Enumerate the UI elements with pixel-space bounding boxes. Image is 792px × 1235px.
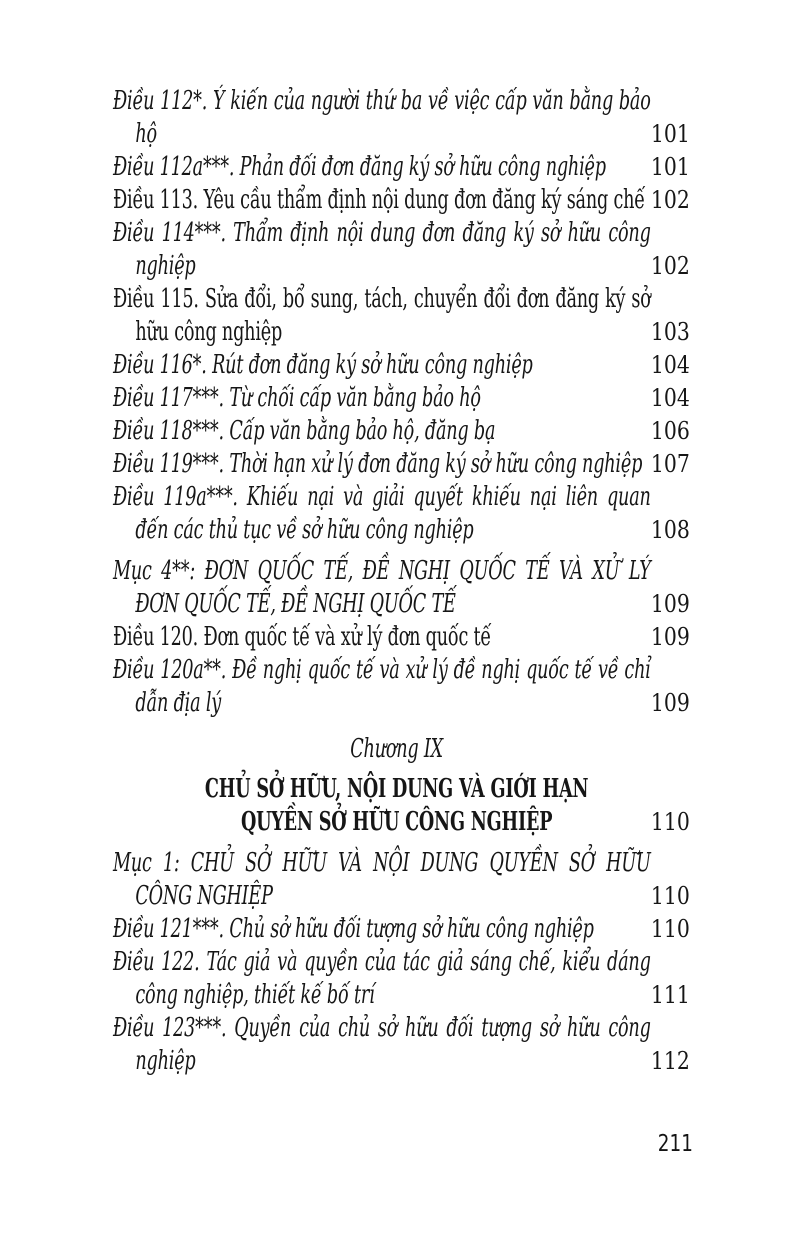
toc-chapter-label — [113, 733, 690, 766]
toc-entry-text: Điều 120. Đơn quốc tế và xử lý đơn quốc tế — [113, 622, 492, 652]
toc-entry-page-number: 102 — [651, 252, 690, 280]
toc-entry-text: Điều 122. Tác giả và quyền của tác giả sáng chế, kiểu dáng công nghiệp, thiết kế bố trí — [113, 947, 651, 1010]
toc-entry-text: Điều 123***. Quyền của chủ sở hữu đối tượng sở hữu công nghiệp — [113, 1013, 651, 1076]
toc-entry — [113, 481, 690, 547]
page-folio: 211 — [657, 1131, 693, 1157]
toc-entry-text: Điều 115. Sửa đổi, bổ sung, tách, chuyển đổi đơn đăng ký sở hữu công nghiệp — [113, 284, 651, 347]
toc-entry — [113, 415, 690, 448]
toc-entry-text: Mục 1: CHỦ SỞ HỮU VÀ NỘI DUNG QUYỀN SỞ HỮU CÔNG NGHIỆP — [113, 848, 651, 911]
toc-entry — [113, 217, 690, 283]
toc-entry — [113, 946, 690, 1012]
toc-entry-page-number: 101 — [651, 153, 690, 181]
toc-entry-text: Điều 121***. Chủ sở hữu đối tượng sở hữu công nghiệp — [113, 914, 594, 944]
toc-entry-page-number: 104 — [651, 384, 690, 412]
toc-entry — [113, 1012, 690, 1078]
toc-entry-page-number: 103 — [651, 318, 690, 346]
toc-entry — [113, 847, 690, 913]
toc-entry — [113, 382, 690, 415]
chapter-title-text: CHỦ SỞ HỮU, NỘI DUNG VÀ GIỚI HẠN QUYỀN SỞ HỮU CÔNG NGHIỆP — [204, 774, 589, 837]
toc-entry-page-number: 109 — [651, 689, 690, 717]
toc-entry-text: Mục 4**: ĐƠN QUỐC TẾ, ĐỀ NGHỊ QUỐC TẾ VÀ XỬ LÝ ĐƠN QUỐC TẾ, ĐỀ NGHỊ QUỐC TẾ — [113, 556, 651, 619]
toc-chapter-title — [113, 773, 690, 839]
toc-entry-page-number: 104 — [651, 351, 690, 379]
toc-entry-page-number: 106 — [651, 417, 690, 445]
chapter-label-text: Chương IX — [350, 734, 444, 764]
toc-entry — [113, 349, 690, 382]
toc-entry-page-number: 109 — [651, 590, 690, 618]
toc-entry-page-number: 110 — [651, 882, 690, 910]
toc-entry-text: Điều 116*. Rút đơn đăng ký sở hữu công nghiệp — [113, 350, 533, 380]
toc-entry — [113, 151, 690, 184]
toc-entry-text: Điều 119a***. Khiếu nại và giải quyết khiếu nại liên quan đến các thủ tục về sở hữu công nghiệp — [113, 482, 651, 545]
toc-entry-text: Điều 118***. Cấp văn bằng bảo hộ, đăng bạ — [113, 416, 496, 446]
toc-entry — [113, 654, 690, 720]
toc-entry-page-number: 109 — [651, 623, 690, 651]
toc-entry-text: Điều 119***. Thời hạn xử lý đơn đăng ký sở hữu công nghiệp — [113, 449, 643, 479]
toc-entry — [113, 555, 690, 621]
toc-entry-page-number: 111 — [651, 981, 690, 1009]
toc-entry — [113, 448, 690, 481]
toc-entry-text: Điều 112*. Ý kiến của người thứ ba về việc cấp văn bằng bảo hộ — [113, 86, 651, 149]
toc-entry-text: Điều 112a***. Phản đối đơn đăng ký sở hữu công nghiệp — [113, 152, 606, 182]
toc-entry-page-number: 102 — [651, 186, 690, 214]
toc-entry — [113, 913, 690, 946]
toc-entry-page-number: 101 — [651, 120, 690, 148]
toc-entry — [113, 85, 690, 151]
toc-entry-text: Điều 114***. Thẩm định nội dung đơn đăng ký sở hữu công nghiệp — [113, 218, 651, 281]
toc-entry-page-number: 107 — [651, 450, 690, 478]
toc-entry-text: Điều 117***. Từ chối cấp văn bằng bảo hộ — [113, 383, 481, 413]
toc-entry-text: Điều 120a**. Đề nghị quốc tế và xử lý đề nghị quốc tế về chỉ dẫn địa lý — [113, 655, 651, 718]
toc-list — [113, 85, 690, 1078]
toc-entry-page-number: 110 — [651, 808, 690, 836]
toc-entry — [113, 184, 690, 217]
toc-entry-page-number: 112 — [651, 1047, 690, 1075]
toc-entry-page-number: 110 — [651, 915, 690, 943]
toc-entry — [113, 283, 690, 349]
toc-entry-text: Điều 113. Yêu cầu thẩm định nội dung đơn đăng ký sáng chế — [113, 185, 645, 215]
toc-entry-page-number: 108 — [651, 516, 690, 544]
toc-entry — [113, 621, 690, 654]
